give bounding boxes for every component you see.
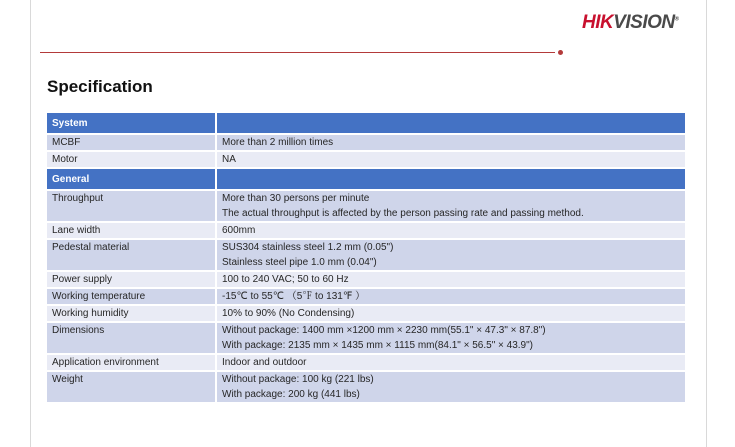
hikvision-logo: HIKVISION® bbox=[582, 12, 679, 33]
spec-value-line: The actual throughput is affected by the person passing rate and passing method. bbox=[222, 208, 584, 219]
spec-value-line: Stainless steel pipe 1.0 mm (0.04") bbox=[222, 257, 377, 268]
section-header-fill bbox=[217, 169, 685, 191]
spec-label: Application environment bbox=[47, 355, 217, 372]
header-divider-dot bbox=[558, 50, 563, 55]
spec-row-motor bbox=[47, 152, 685, 169]
spec-label: MCBF bbox=[47, 135, 217, 152]
spec-value-cell bbox=[217, 323, 685, 355]
section-title: General bbox=[47, 169, 217, 191]
spec-value-cell bbox=[217, 355, 685, 372]
spec-label: Power supply bbox=[47, 272, 217, 289]
spec-value-cell bbox=[217, 372, 685, 404]
spec-value-line: Indoor and outdoor bbox=[222, 357, 307, 368]
spec-label: Dimensions bbox=[47, 323, 217, 355]
spec-label: Working temperature bbox=[47, 289, 217, 306]
spec-label: Pedestal material bbox=[47, 240, 217, 272]
spec-value-line: More than 2 million times bbox=[222, 137, 334, 148]
spec-value-cell bbox=[217, 152, 685, 169]
spec-value-cell bbox=[217, 289, 685, 306]
section-header-general bbox=[47, 169, 685, 191]
spec-row-throughput bbox=[47, 191, 685, 223]
page-title: Specification bbox=[47, 77, 153, 96]
spec-row-weight bbox=[47, 372, 685, 404]
spec-label: Motor bbox=[47, 152, 217, 169]
spec-value-cell bbox=[217, 191, 685, 223]
spec-value-cell bbox=[217, 135, 685, 152]
spec-value-cell bbox=[217, 240, 685, 272]
spec-label: Weight bbox=[47, 372, 217, 404]
spec-row-pedestal-material bbox=[47, 240, 685, 272]
spec-row-dimensions bbox=[47, 323, 685, 355]
section-header-fill bbox=[217, 113, 685, 135]
section-title: System bbox=[47, 113, 217, 135]
spec-row-mcbf bbox=[47, 135, 685, 152]
spec-row-working-humidity bbox=[47, 306, 685, 323]
spec-value-line: NA bbox=[222, 154, 236, 165]
spec-row-application-environment bbox=[47, 355, 685, 372]
spec-value-line: With package: 200 kg (441 lbs) bbox=[222, 389, 360, 400]
spec-row-power-supply bbox=[47, 272, 685, 289]
specification-table bbox=[47, 113, 685, 404]
spec-label: Working humidity bbox=[47, 306, 217, 323]
spec-value-line: More than 30 persons per minute bbox=[222, 193, 370, 204]
spec-value-line: 100 to 240 VAC; 50 to 60 Hz bbox=[222, 274, 349, 285]
spec-row-working-temperature bbox=[47, 289, 685, 306]
section-header-system bbox=[47, 113, 685, 135]
spec-value-line: With package: 2135 mm × 1435 mm × 1115 mm(84.1" × 56.5" × 43.9") bbox=[222, 340, 533, 351]
spec-value-line: -15℃ to 55℃ （5℉ to 131℉ ） bbox=[222, 291, 366, 302]
spec-value-line: Without package: 1400 mm ×1200 mm × 2230 mm(55.1" × 47.3" × 87.8") bbox=[222, 325, 546, 336]
spec-value-cell bbox=[217, 223, 685, 240]
spec-value-line: SUS304 stainless steel 1.2 mm (0.05") bbox=[222, 242, 394, 253]
spec-row-lane-width bbox=[47, 223, 685, 240]
spec-value-line: Without package: 100 kg (221 lbs) bbox=[222, 374, 374, 385]
header-divider-line bbox=[40, 52, 555, 53]
spec-label: Throughput bbox=[47, 191, 217, 223]
slide-left-border bbox=[30, 0, 31, 447]
slide-right-border bbox=[706, 0, 707, 447]
spec-value-line: 10% to 90% (No Condensing) bbox=[222, 308, 355, 319]
spec-label: Lane width bbox=[47, 223, 217, 240]
spec-value-cell bbox=[217, 306, 685, 323]
spec-value-line: 600mm bbox=[222, 225, 256, 236]
spec-value-cell bbox=[217, 272, 685, 289]
